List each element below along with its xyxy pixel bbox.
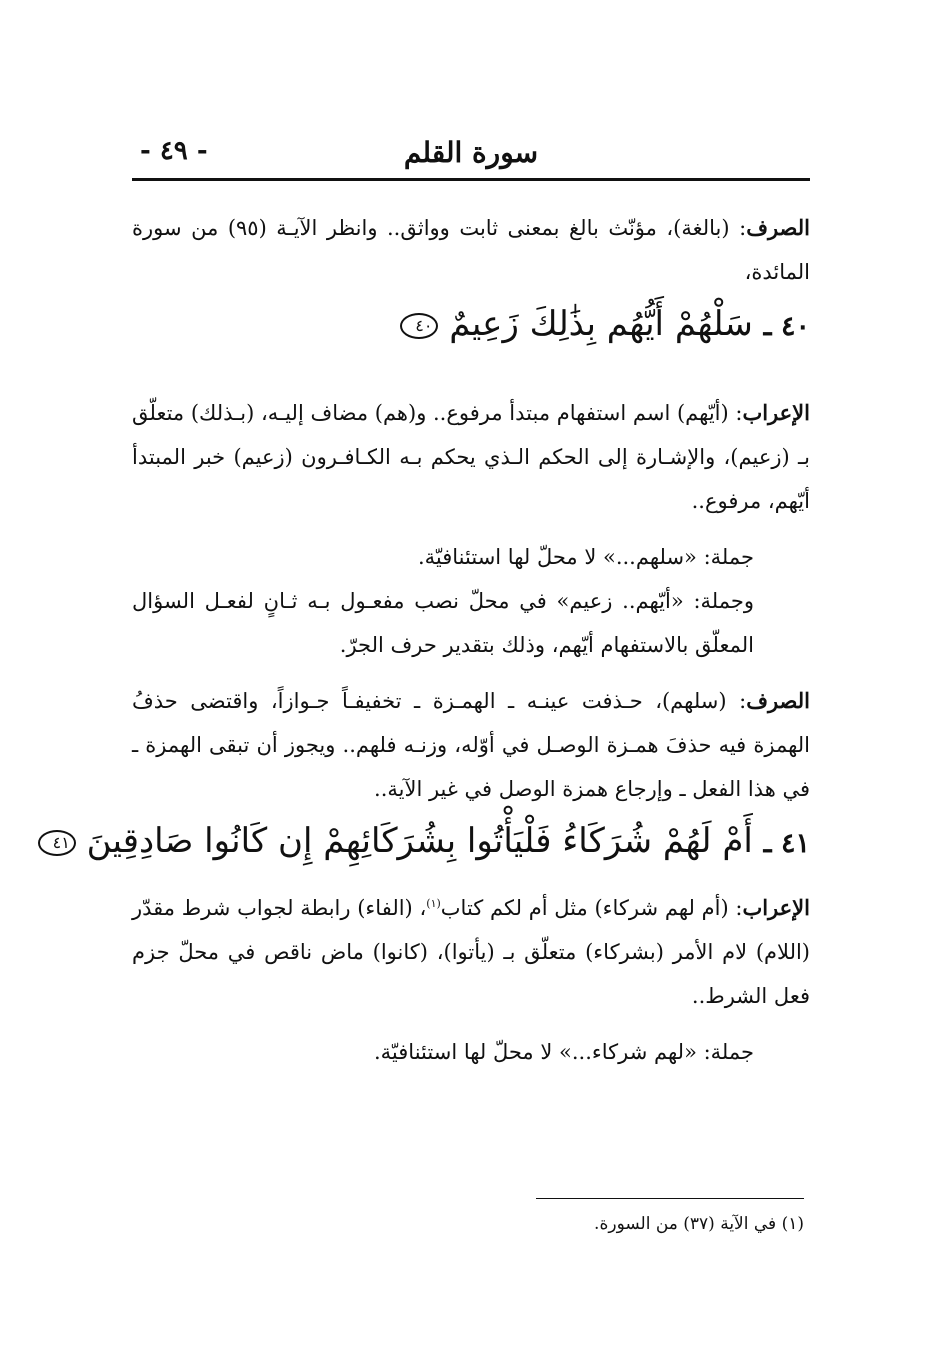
- grammar-label: الإعراب: [742, 895, 810, 920]
- morphology-label: الصرف: [746, 215, 810, 240]
- sentence-note-1: [132, 535, 810, 579]
- sentence-note-3: [132, 1030, 810, 1074]
- grammar-text: ، (الفاء) رابطة لجواب شرط مقدّر (اللام) لام الأمر (بشركاء) متعلّق بـ (يأتوا)، (كانوا) ماض ناقص في محلّ جزم فعل الشرط..: [132, 896, 810, 1008]
- verse-text: سَلْهُمْ أَيُّهُم بِذَٰلِكَ زَعِيمٌ: [449, 304, 753, 344]
- page-header: [132, 120, 810, 178]
- grammar-label: الإعراب: [742, 400, 810, 425]
- verse-text: أَمْ لَهُمْ شُرَكَاءُ فَلْيَأْتُوا بِشُرَكَائِهِمْ إِن كَانُوا صَادِقِينَ: [86, 821, 753, 861]
- sentence-note-2: [132, 579, 810, 667]
- book-page: [52, 120, 810, 1260]
- grammar-text: : (أيّهم) اسم استفهام مبتدأ مرفوع.. و(هم) مضاف إليـه، (بـذلك) متعلّق بـ (زعيم)، والإشـارة إلى الحكم الـذي يحكم بـه الكـافـرون (زعيم) خبر المبتدأ أيّهم، مرفوع..: [131, 401, 810, 513]
- footnote-divider: [536, 1198, 804, 1199]
- sentence-note-text: جملة: «لهم شركاء...» لا محلّ لها استئنافيّة.: [374, 1040, 754, 1064]
- header-divider: [132, 178, 810, 181]
- morphology-paragraph-2: [132, 679, 810, 811]
- surah-title: سورة القلم: [403, 136, 539, 169]
- verse-number: ٤١ ـ: [763, 828, 810, 859]
- footnote: (١) في الآية (٣٧) من السورة.: [594, 1214, 804, 1234]
- grammar-text: : (أم لهم شركاء) مثل أم لكم كتاب: [440, 896, 743, 920]
- page-number: - ٤٩ -: [140, 136, 208, 166]
- morphology-label: الصرف: [746, 688, 810, 713]
- sentence-note-text: وجملة: «أيّهم.. زعيم» في محلّ نصب مفعـول بـه ثـانٍ لفعـل السؤال المعلّق بالاستفهام أيّهم، وذلك بتقدير حرف الجرّ.: [132, 589, 754, 657]
- verse-number: ٤٠ ـ: [763, 311, 810, 342]
- grammar-paragraph-1: [132, 391, 810, 523]
- morphology-text: : (بالغة)، مؤنّث بالغ بمعنى ثابت وواثق.. وانظر الآيـة (٩٥) من سورة المائدة،: [132, 216, 810, 284]
- grammar-paragraph-2: [132, 886, 810, 1018]
- verse-end-marker: ٤١: [38, 830, 76, 856]
- verse-end-marker: ٤٠: [400, 313, 438, 339]
- verse-40: [132, 294, 810, 357]
- morphology-text: : (سلهم)، حـذفت عينـه ـ الهمـزة ـ تخفيفـاً جـوازاً، واقتضى حذفُ الهمزة فيه حذفَ همـزة الوصـل في أوّله، وزنـه فلهم.. ويجوز أن تبقى الهمزة ـ في هذا الفعل ـ وإرجاع همزة الوصل في غير الآية..: [132, 689, 810, 801]
- verse-41: [52, 811, 810, 874]
- morphology-paragraph-1: [132, 206, 810, 294]
- page-content: [52, 206, 810, 1074]
- sentence-note-text: جملة: «سلهم...» لا محلّ لها استئنافيّة.: [417, 545, 754, 569]
- footnote-reference: (١): [426, 897, 441, 910]
